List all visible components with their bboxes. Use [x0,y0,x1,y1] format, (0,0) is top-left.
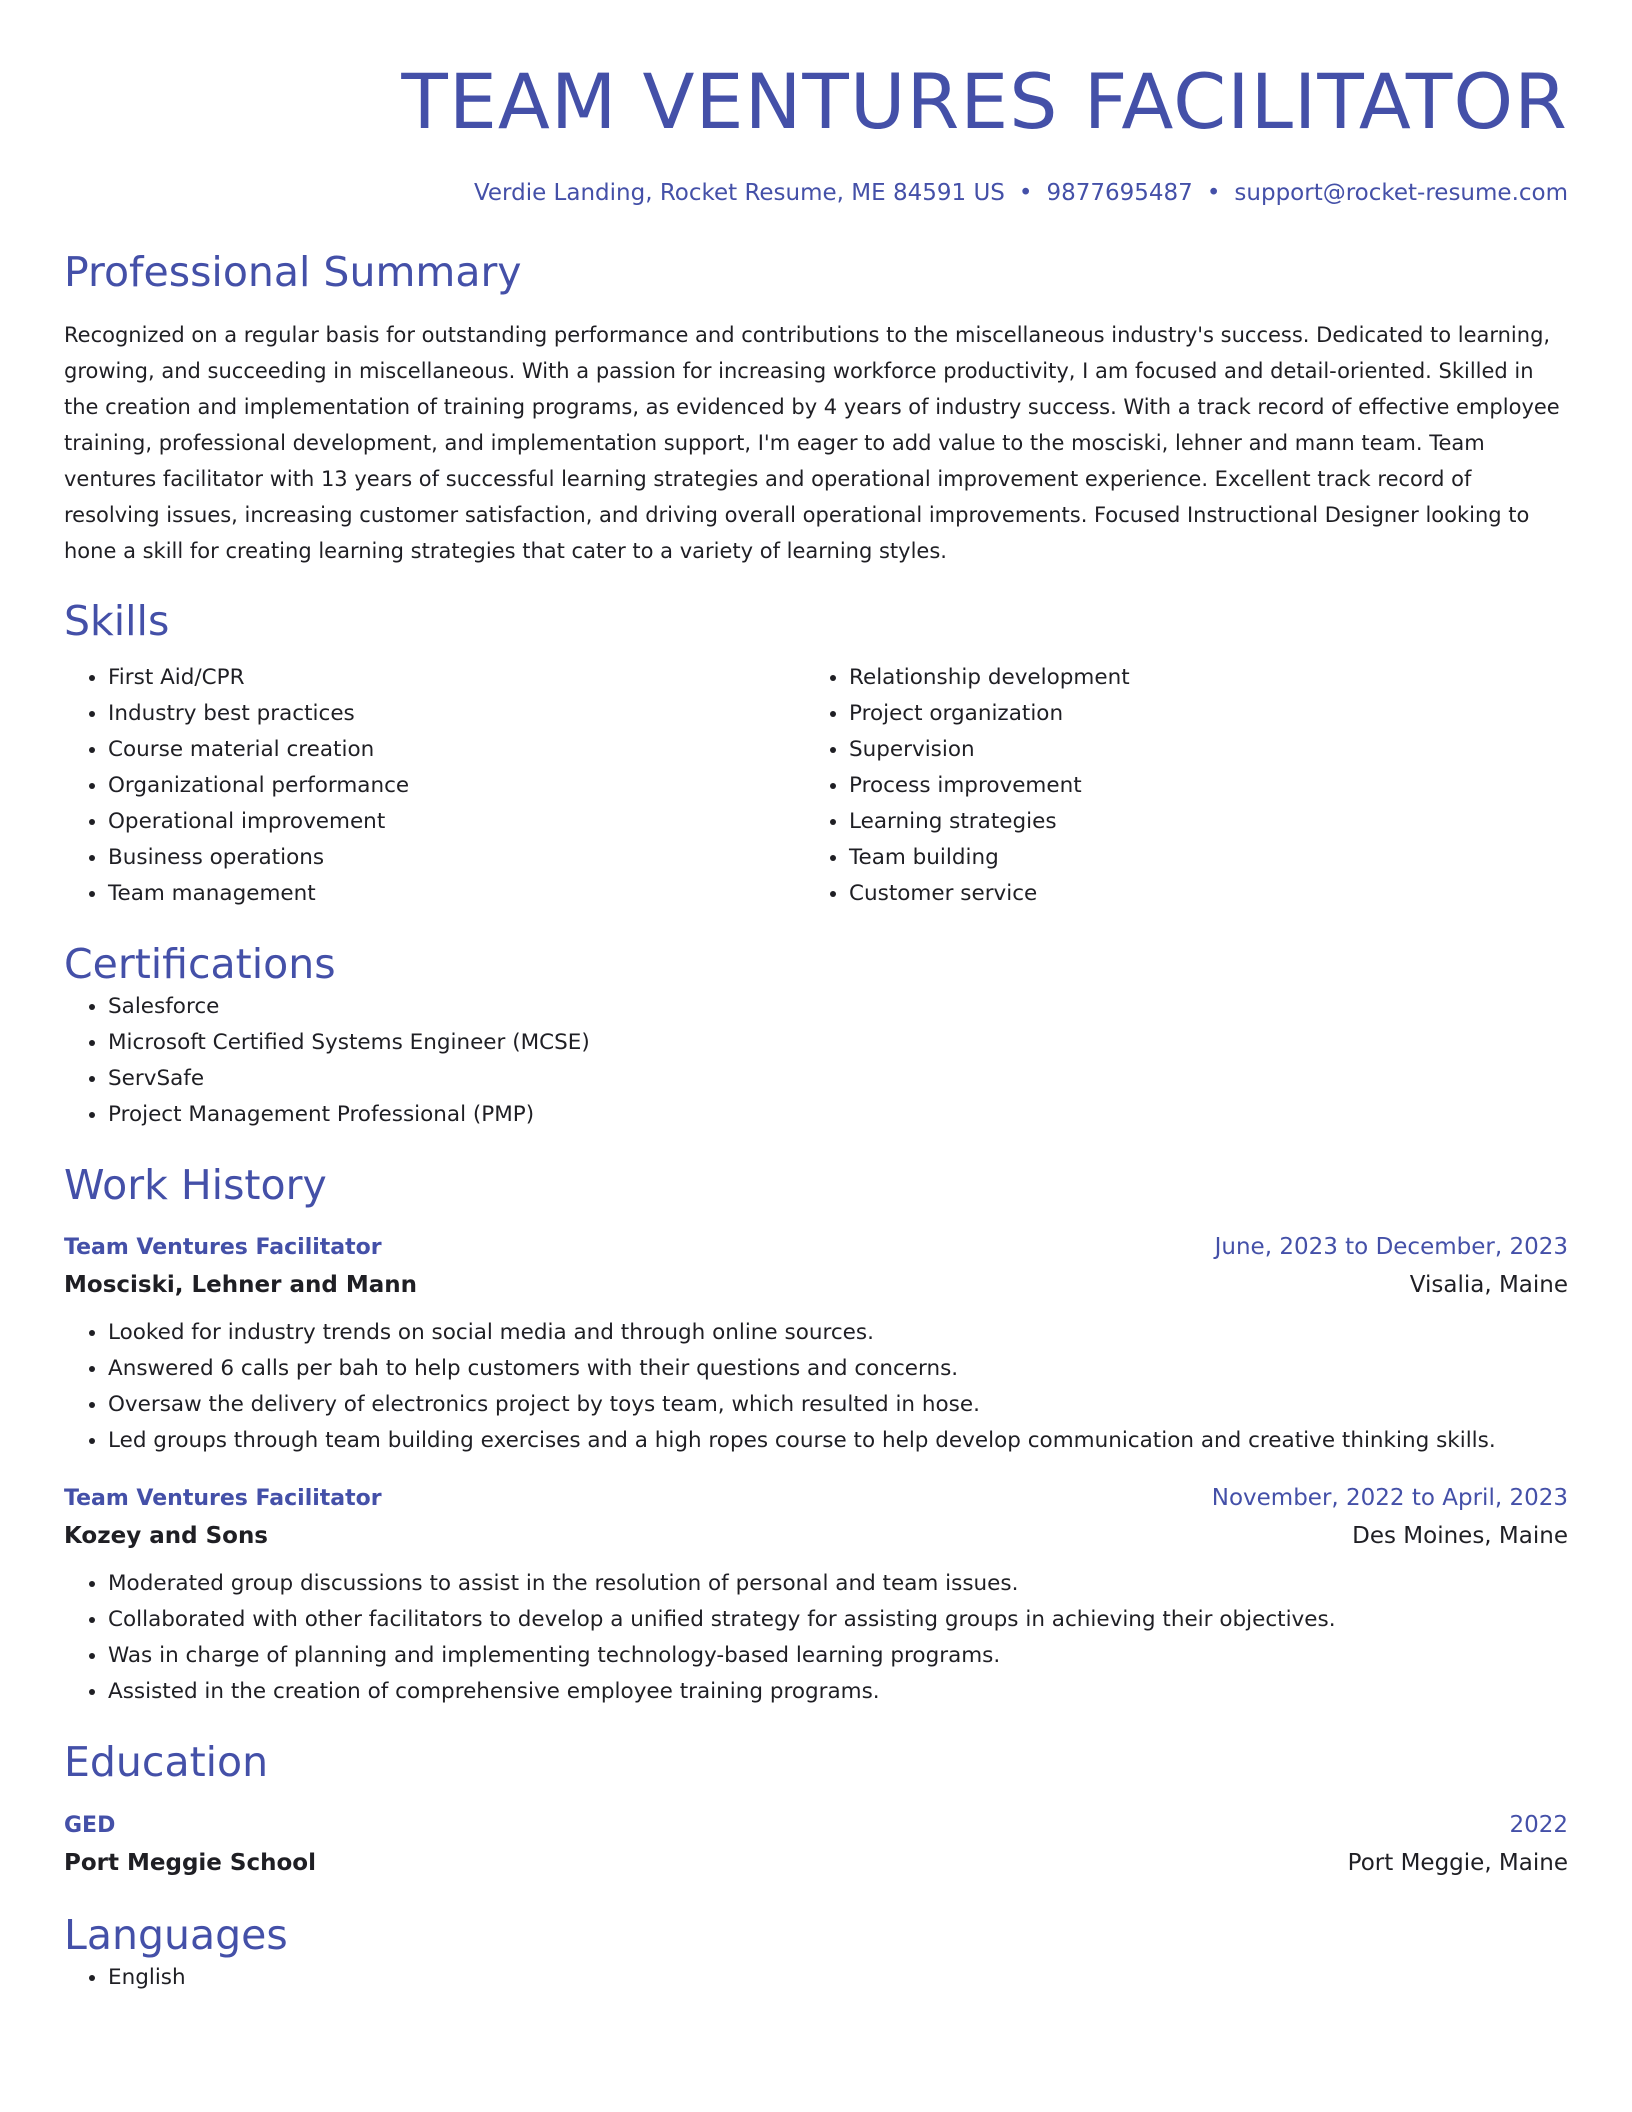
skills-grid [64,660,1568,912]
education-school-row [64,1843,1568,1883]
certification-item: • Microsoft Certified Systems Engineer (MCSE) [108,1025,1568,1061]
job-header-row [64,1230,1568,1265]
skills-title: Skills [64,596,170,645]
job-employer: Mosciski, Lehner and Mann [64,1272,417,1299]
education-header-row [64,1808,1568,1843]
job-duty: • Assisted in the creation of comprehensive employee training programs. [108,1674,1568,1710]
skill-item: • Course material creation [108,732,805,768]
job-duty: • Looked for industry trends on social media and through online sources. [108,1315,1568,1351]
skill-item: • Organizational performance [108,768,805,804]
job-duty: • Oversaw the delivery of electronics project by toys team, which resulted in hose. [108,1387,1568,1423]
job-dates: November, 2022 to April, 2023 [1211,1485,1568,1512]
job-location: Visalia, Maine [1409,1272,1568,1299]
job-employer-row [64,1516,1568,1556]
certification-item: • Project Management Professional (PMP) [108,1097,1568,1133]
job-duty: • Answered 6 calls per bah to help customers with their questions and concerns. [108,1351,1568,1387]
summary-title: Professional Summary [64,247,522,296]
job-duty: • Moderated group discussions to assist in the resolution of personal and team issues. [108,1566,1568,1602]
certifications-title: Certifications [64,939,336,988]
candidate-name: TEAM VENTURES FACILITATOR [401,57,1568,146]
education-entry [64,1808,1568,1883]
skill-item: • Team building [849,840,1568,876]
contact-line [64,180,1568,208]
education-year: 2022 [1509,1811,1568,1838]
skill-item: • Process improvement [849,768,1568,804]
skill-item: • Industry best practices [108,696,805,732]
job-duties-list [64,1566,1568,1710]
job-dates: June, 2023 to December, 2023 [1214,1234,1568,1261]
skills-section [64,597,1568,912]
work-history-section [64,1161,1568,1710]
job-duty: • Led groups through team building exercises and a high ropes course to help develop communication and creative thinking skills. [108,1423,1568,1459]
job-header-row [64,1481,1568,1516]
education-location: Port Meggie, Maine [1347,1849,1568,1876]
summary-text: Recognized on a regular basis for outstanding performance and contributions to the miscellaneous industry's success. Dedicated to learning, growing, and succeeding in miscellaneous. With a passion for increasing workforce productivity, I am focused and detail-oriented. Skilled in the creation and implementation of training programs, as evidenced by 4 years of industry success. With a track record of effective employee training, professional development, and implementation support, I'm eager to add value to the mosciski, lehner and mann team. Team ventures facilitator with 13 years of successful learning strategies and operational improvement experience. Excellent track record of resolving issues, increasing customer satisfaction, and driving overall operational improvements. Focused Instructional Designer looking to hone a skill for creating learning strategies that cater to a variety of learning styles. [64,322,1560,563]
skill-item: • Team management [108,876,805,912]
job-entry [64,1481,1568,1710]
skill-item: • Business operations [108,840,805,876]
skill-item: • Learning strategies [849,804,1568,840]
skill-item: • Supervision [849,732,1568,768]
skill-item: • First Aid/CPR [108,660,805,696]
education-title: Education [64,1738,269,1787]
job-employer-row [64,1265,1568,1305]
education-degree: GED [64,1812,116,1838]
education-school: Port Meggie School [64,1849,316,1876]
skill-item: • Project organization [849,696,1568,732]
certifications-section [64,940,1568,1133]
summary-section [64,248,1568,569]
skill-item: • Customer service [849,876,1568,912]
job-duty: • Was in charge of planning and implementing technology-based learning programs. [108,1638,1568,1674]
job-entry [64,1230,1568,1459]
job-duty: • Collaborated with other facilitators to develop a unified strategy for assisting groups in achieving their objectives. [108,1602,1568,1638]
skills-list-right [805,660,1568,912]
skill-item: • Operational improvement [108,804,805,840]
contact-separator: • [1206,180,1221,206]
languages-list [64,1960,1568,1996]
work-history-title: Work History [64,1161,327,1210]
certification-item: • ServSafe [108,1061,1568,1097]
job-title: Team Ventures Facilitator [64,1486,382,1512]
job-employer: Kozey and Sons [64,1523,269,1550]
contact-address: Verdie Landing, Rocket Resume, ME 84591 US [473,180,1005,206]
contact-email: support@rocket-resume.com [1234,180,1568,206]
education-section [64,1738,1568,1882]
language-item: • English [108,1960,1568,1996]
contact-phone: 9877695487 [1046,180,1193,206]
languages-section [64,1911,1568,1996]
job-title: Team Ventures Facilitator [64,1235,382,1261]
skill-item: • Relationship development [849,660,1568,696]
skills-list-left [64,660,805,912]
resume-header [64,57,1568,208]
languages-title: Languages [64,1910,288,1959]
job-duties-list [64,1315,1568,1459]
job-location: Des Moines, Maine [1352,1523,1568,1550]
certification-item: • Salesforce [108,989,1568,1025]
contact-separator: • [1018,180,1033,206]
certifications-list [64,989,1568,1133]
